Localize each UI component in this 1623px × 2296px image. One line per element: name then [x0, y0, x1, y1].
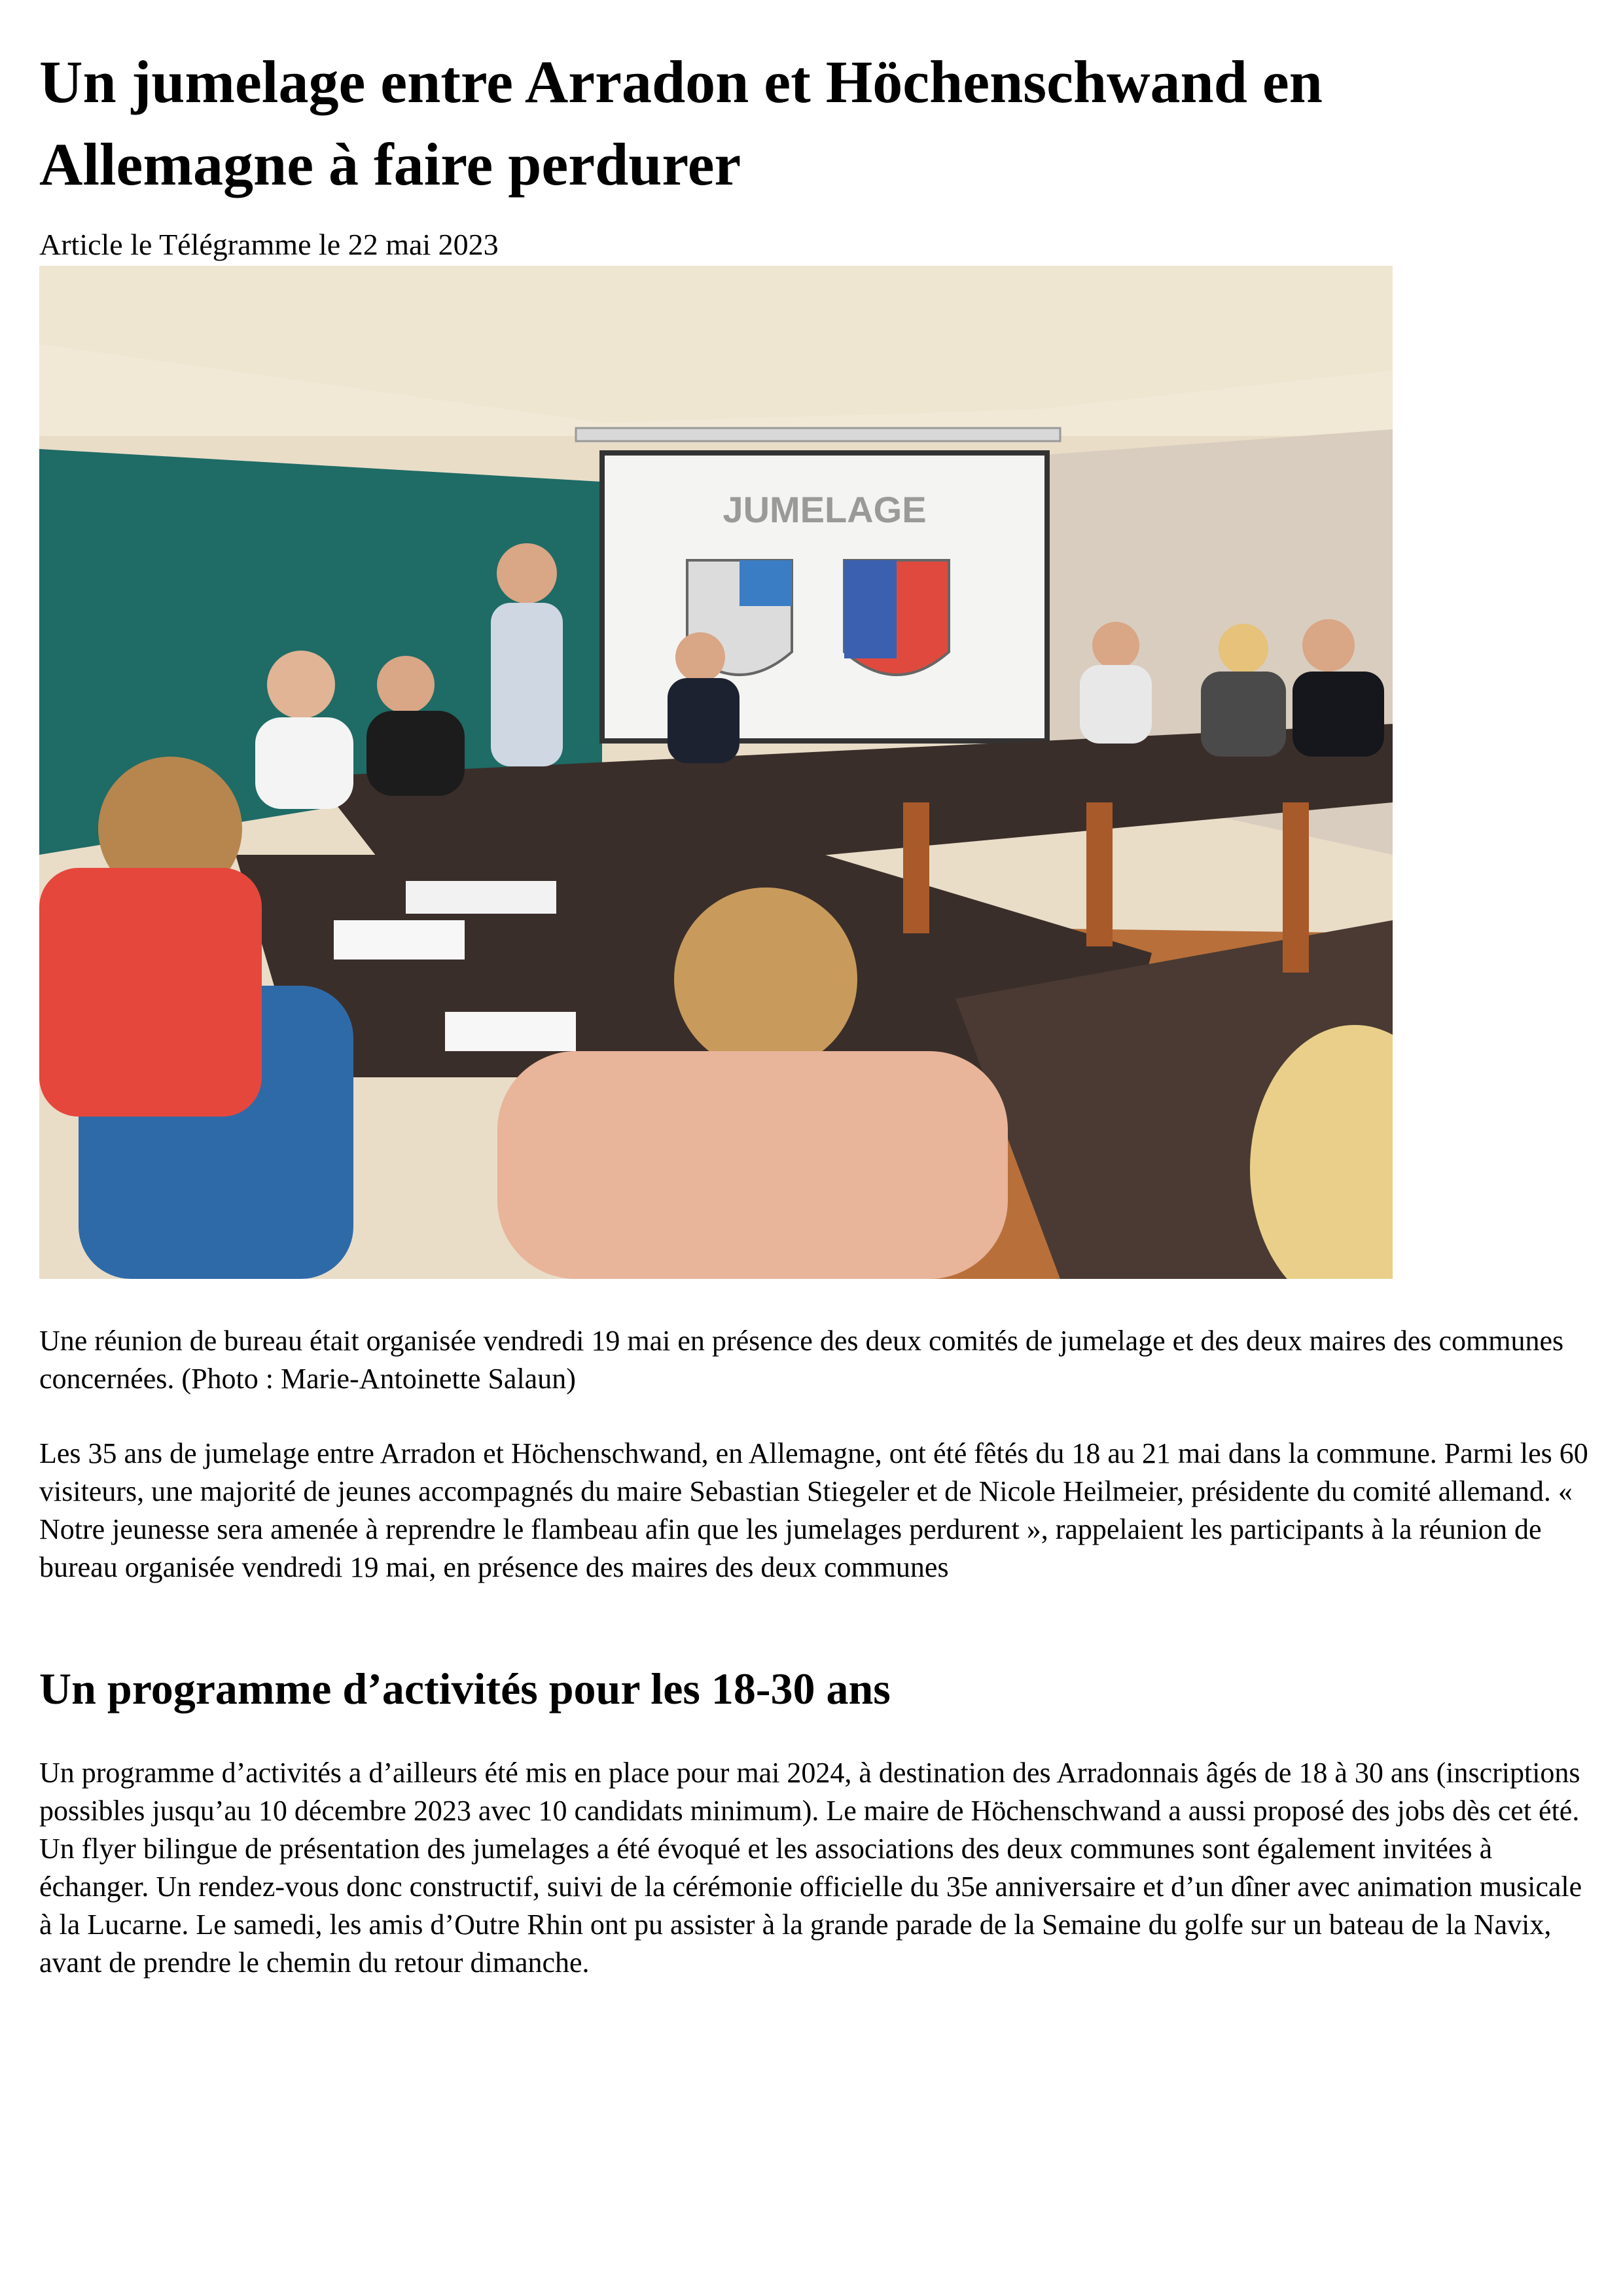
- article-subheading: Un programme d’activités pour les 18-30 ans: [39, 1664, 891, 1713]
- meeting-room-illustration: [39, 266, 1393, 1279]
- screen-title: JUMELAGE: [722, 489, 927, 530]
- article-photo: [39, 266, 1393, 1279]
- article-byline: Article le Télégramme le 22 mai 2023: [39, 228, 499, 261]
- article-title: Un jumelage entre Arradon et Höchenschwand en Allemagne à faire perdurer: [39, 48, 1323, 198]
- article-paragraph-2: Un programme d’activités a d’ailleurs été mis en place pour mai 2024, à destination des Arradonnais âgés de 18 à 30 ans (inscriptions possibles jusqu’au 10 décembre 2023 avec 10 candidats minimum). Le maire de Höchenschwand a aussi proposé des jobs dès cet été. Un flyer bilingue de présentation des jumelages a été évoqué et les associations des deux communes sont également invitées à échanger. Un rendez-vous donc constructif, suivi de la cérémonie officielle du 35e anniversaire et d’un dîner avec animation musicale à la Lucarne. Le samedi, les amis d’Outre Rhin ont pu assister à la grande parade de la Semaine du golfe sur un bateau de la Navix, avant de prendre le chemin du retour dimanche.: [39, 1757, 1582, 1979]
- photo-caption: Une réunion de bureau était organisée vendredi 19 mai en présence des deux comités de jumelage et des deux maires des communes concernées. (Photo : Marie-Antoinette Salaun): [39, 1325, 1564, 1395]
- article-paragraph-1: Les 35 ans de jumelage entre Arradon et Höchenschwand, en Allemagne, ont été fêtés du 18 au 21 mai dans la commune. Parmi les 60 visiteurs, une majorité de jeunes accompagnés du maire Sebastian Stiegeler et de Nicole Heilmeier, présidente du comité allemand. « Notre jeunesse sera amenée à reprendre le flambeau afin que les jumelages perdurent », rappelaient les participants à la réunion de bureau organisée vendredi 19 mai, en présence des maires des deux communes: [39, 1437, 1588, 1583]
